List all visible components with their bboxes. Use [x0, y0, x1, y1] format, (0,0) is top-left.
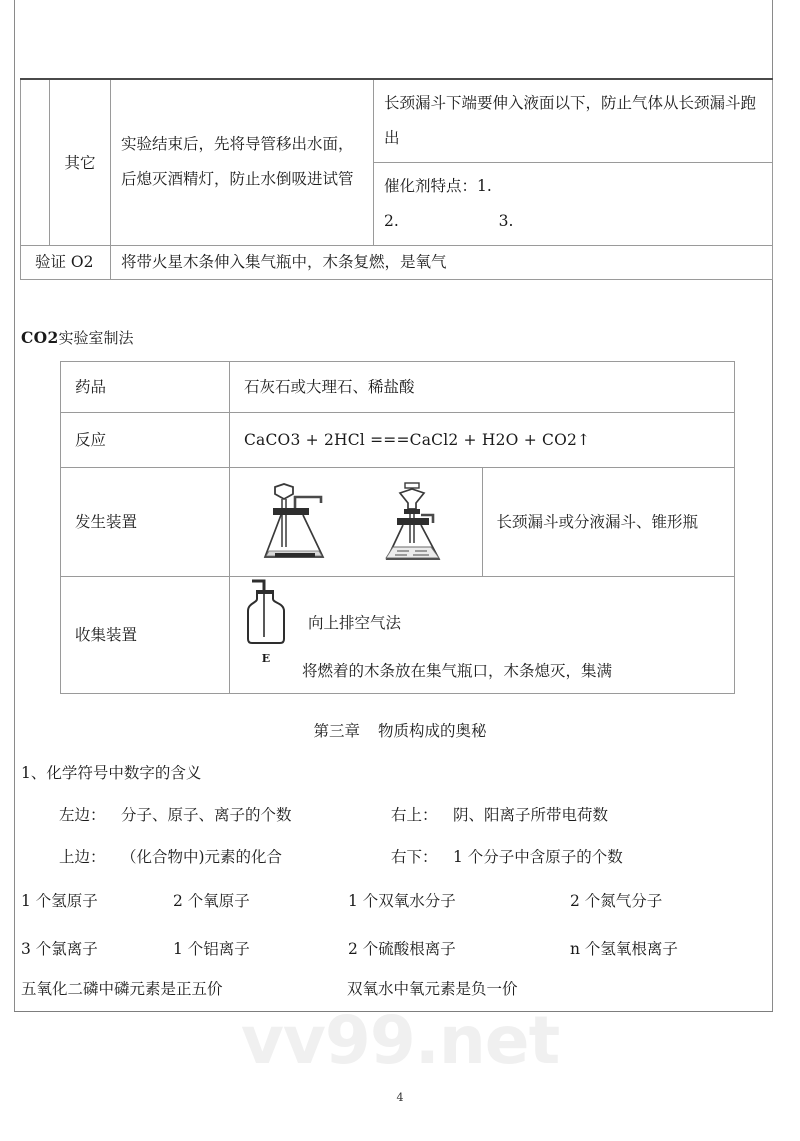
chapter-name: 物质构成的奥秘	[378, 722, 487, 740]
other-notes-text: 实验结束后，先将导管移出水面，后熄灭酒精灯，防止水倒吸进试管	[121, 135, 354, 189]
co2-section-heading	[21, 327, 134, 348]
co2-heading-text: 实验室制法	[58, 329, 134, 347]
equation-left: CaCO3 + 2HCl ===	[244, 430, 410, 449]
table-row	[21, 245, 773, 280]
cell-other-label: 其它	[50, 79, 111, 245]
gas-bottle-wrap	[238, 579, 294, 665]
verify-o2-label-text: 验证 O2	[35, 252, 94, 271]
example-row	[21, 889, 773, 911]
cell-generator-note: 长颈漏斗或分液漏斗、锥形瓶	[482, 468, 735, 577]
section-1-heading: 1、化学符号中数字的含义	[21, 764, 202, 782]
cell-verify-o2-content	[111, 245, 773, 280]
equation-right: CaCl2 + H2O + CO2	[409, 430, 578, 449]
catalyst-item-2: 2.	[384, 211, 399, 230]
cell-collection-label: 收集装置	[61, 577, 230, 694]
site-watermark: vv99.net	[240, 1002, 560, 1079]
cell-generator-diagrams	[230, 468, 483, 577]
collection-method-row	[238, 585, 734, 665]
chapter-title	[0, 719, 800, 741]
table-row	[61, 577, 735, 694]
cell-blank-continued	[21, 79, 50, 245]
verify-o2-content-text: 将带火星木条伸入集气瓶中，木条复燃，是氧气	[121, 252, 447, 271]
cell-reagents-value: 石灰石或大理石、稀盐酸	[230, 362, 735, 413]
table-row	[21, 79, 773, 162]
catalyst-line-1: 催化剂特点：1.	[384, 176, 492, 195]
chapter-number: 第三章	[313, 722, 360, 740]
gas-collecting-bottle-icon	[238, 579, 294, 651]
cell-catalyst-features	[374, 162, 773, 245]
cell-reaction-equation	[230, 413, 735, 468]
example-row	[21, 937, 773, 959]
oxygen-preparation-table	[20, 78, 773, 280]
bottle-label-e: E	[261, 652, 271, 665]
definition-row	[21, 845, 781, 867]
cell-reagents-label: 药品	[61, 362, 230, 413]
example-item: 1 个双氧水分子	[348, 892, 456, 910]
collection-method-text: 向上排空气法	[308, 614, 402, 632]
flask-with-separating-funnel-icon	[369, 481, 461, 567]
table-row	[61, 413, 735, 468]
catalyst-item-3: 3.	[498, 211, 514, 230]
cell-collection-content	[230, 577, 735, 694]
table-row	[61, 362, 735, 413]
co2-preparation-table	[60, 361, 735, 694]
co2-heading-formula: CO2	[21, 328, 59, 347]
example-item: 2 个氧原子	[173, 892, 250, 910]
footer-divider	[14, 1011, 773, 1012]
example-item: 1 个铝离子	[173, 940, 250, 958]
definition-right-text-1: 1 个分子中含原子的个数	[453, 848, 623, 866]
example-item: 2 个氮气分子	[570, 892, 663, 910]
definition-right-label-0: 右上：	[391, 806, 438, 824]
catalyst-features-block	[374, 163, 772, 245]
example-item: 2 个硫酸根离子	[348, 940, 456, 958]
definition-right-text-0: 阴、阳离子所带电荷数	[453, 806, 609, 824]
funnel-note-text: 长颈漏斗下端要伸入液面以下，防止气体从长颈漏斗跑出	[384, 94, 757, 147]
example-item: 3 个氯离子	[21, 940, 98, 958]
collection-test-note: 将燃着的木条放在集气瓶口，木条熄灭，集满	[302, 662, 613, 680]
definition-left-1	[21, 845, 391, 867]
definition-left-text-1: （化合物中)元素的化合	[121, 848, 283, 866]
definition-row	[21, 803, 781, 825]
definition-left-label-1: 上边：	[59, 848, 106, 866]
flask-with-long-neck-funnel-icon	[251, 481, 343, 567]
cell-funnel-note	[374, 79, 773, 162]
cell-generator-label: 发生装置	[61, 468, 230, 577]
collection-block	[230, 585, 734, 685]
table-row	[61, 468, 735, 577]
cell-verify-o2-label	[21, 245, 111, 280]
cell-other-notes	[111, 79, 374, 245]
valence-item: 双氧水中氧元素是负一价	[347, 980, 518, 998]
equation-gas-arrow: ↑	[577, 430, 591, 449]
example-item: n 个氢氧根离子	[570, 940, 678, 958]
definition-left-text-0: 分子、原子、离子的个数	[121, 806, 292, 824]
cell-reaction-label: 反应	[61, 413, 230, 468]
definition-left-0	[21, 803, 391, 825]
valence-item: 五氧化二磷中磷元素是正五价	[21, 980, 223, 998]
example-item: 1 个氢原子	[21, 892, 98, 910]
page-number: 4	[396, 1091, 404, 1104]
valence-row	[21, 977, 773, 999]
catalyst-line-2	[384, 204, 762, 239]
definition-left-label-0: 左边：	[59, 806, 106, 824]
definition-right-label-1: 右下：	[391, 848, 438, 866]
apparatus-diagram-group	[230, 479, 482, 567]
